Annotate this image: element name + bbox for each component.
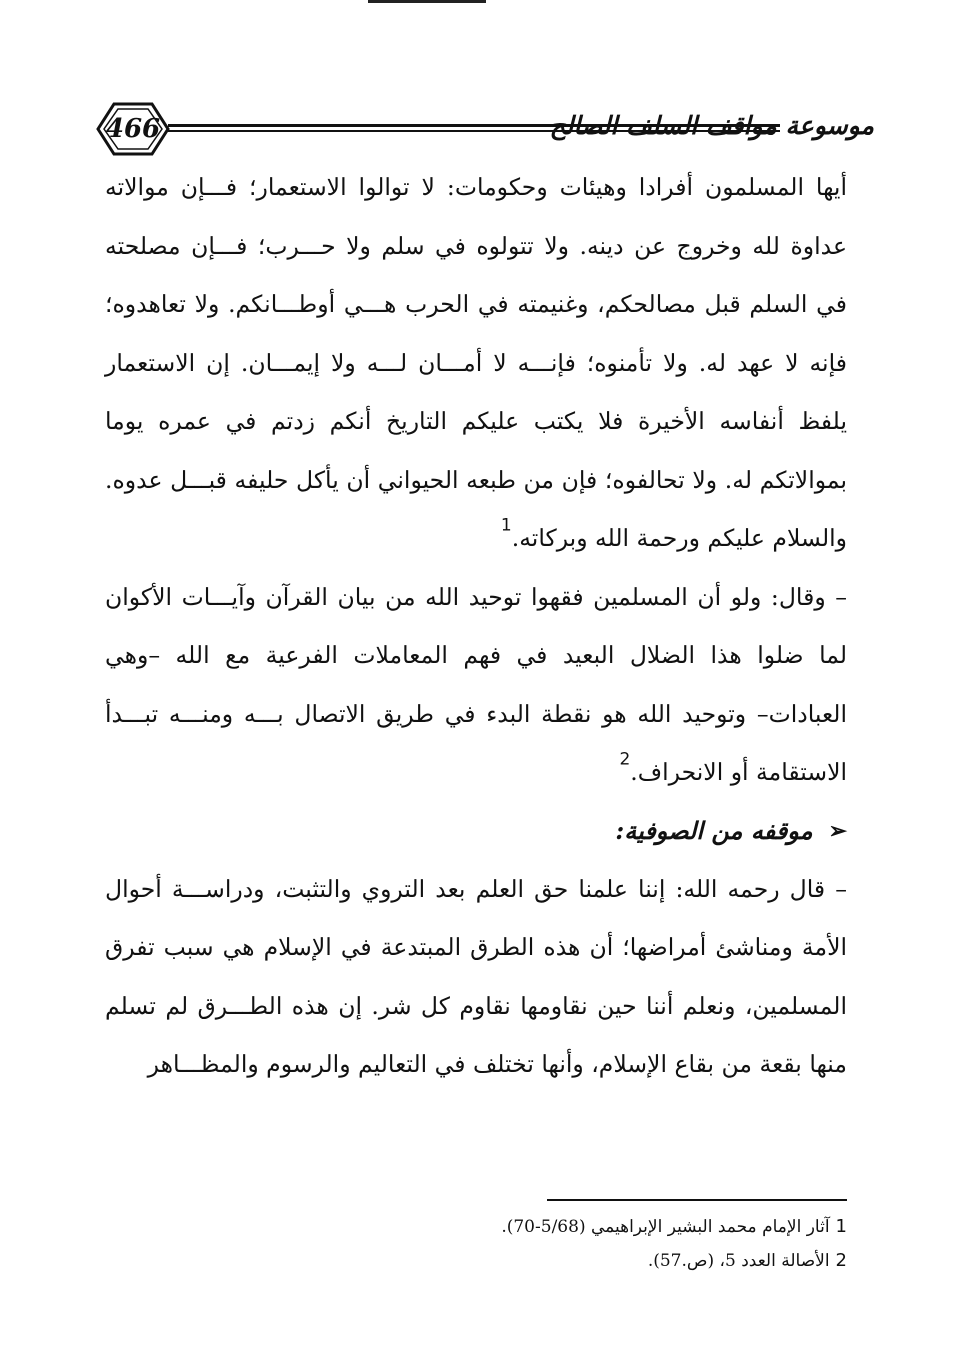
paragraph-1 (105, 158, 847, 568)
footnote-number: 1 (835, 1216, 847, 1237)
footnote-number: 2 (835, 1250, 847, 1271)
footnote-text: آثار الإمام محمد البشير الإبراهيمي (5/68-70). (501, 1217, 830, 1237)
footnote-2 (105, 1244, 847, 1278)
page-number: 466 (105, 114, 161, 144)
section-heading-text: موقفه من الصوفية: (615, 815, 813, 845)
series-title: موسوعة مواقف السلف الصالح (549, 111, 874, 140)
paragraph-3-text: – قال رحمه الله: إننا علمنا حق العلم بعد التروي والتثبت، ودراســـة أحوال الأمة ومناشئ أمراضها؛ أن هذه الطرق المبتدعة في الإسلام هي سبب تفرق المسلمين، ونعلم أننا حين نقاومها نقاوم كل شر. إن هذه الطـــرق لم تسلم منها بقعة من بقاع الإسلام، وأنها تختلف في التعاليم والرسوم والمظـــاهر (105, 874, 847, 1078)
paragraph-3 (105, 860, 847, 1094)
paragraph-1-text: أيها المسلمون أفرادا وهيئات وحكومات: لا توالوا الاستعمار؛ فـــإن موالاته عداوة لله وخروج عن دينه. ولا تتولوه في سلم ولا حـــرب؛ فـــإن مصلحته في السلم قبل مصالحكم، وغنيمته في الحرب هـــي أوطـــانكم. ولا تعاهدوه؛ فإنه لا عهد له. ولا تأمنوه؛ فإنـــه لا أمـــان لـــه ولا إيمـــان. إن الاستعمار يلفظ أنفاسه الأخيرة فلا يكتب عليكم التاريخ أنكم زدتم في عمره يوما بموالاتكم له. ولا تحالفوه؛ فإن من طبعه الحيواني أن يأكل حليفه قبـــل عدوه. والسلام عليكم ورحمة الله وبركاته. (105, 173, 847, 552)
arrow-bullet-icon: ➢ (828, 817, 847, 844)
footnotes (105, 1210, 847, 1278)
paragraph-2 (105, 568, 847, 802)
body-text (105, 158, 847, 1094)
footnote-separator (547, 1199, 847, 1201)
footnote-text: الأصالة العدد 5، (ص.57). (647, 1251, 830, 1271)
footnote-1 (105, 1210, 847, 1244)
footnote-ref-1: 1 (500, 515, 512, 536)
section-heading (105, 802, 847, 860)
paragraph-2-text: – وقال: ولو أن المسلمين فقهوا توحيد الله من بيان القرآن وآيـــات الأكوان لما ضلوا هذا الضلال البعيد في فهم المعاملات الفرعية مع الله –وهي العبادات– وتوحيد الله هو نقطة البدء في طريق الاتصال بـــه ومنـــه تبـــدأ الاستقامة أو الانحراف. (105, 582, 847, 786)
page-number-badge (94, 100, 172, 158)
top-edge-rule (368, 0, 486, 3)
footnote-ref-2: 2 (619, 749, 631, 770)
